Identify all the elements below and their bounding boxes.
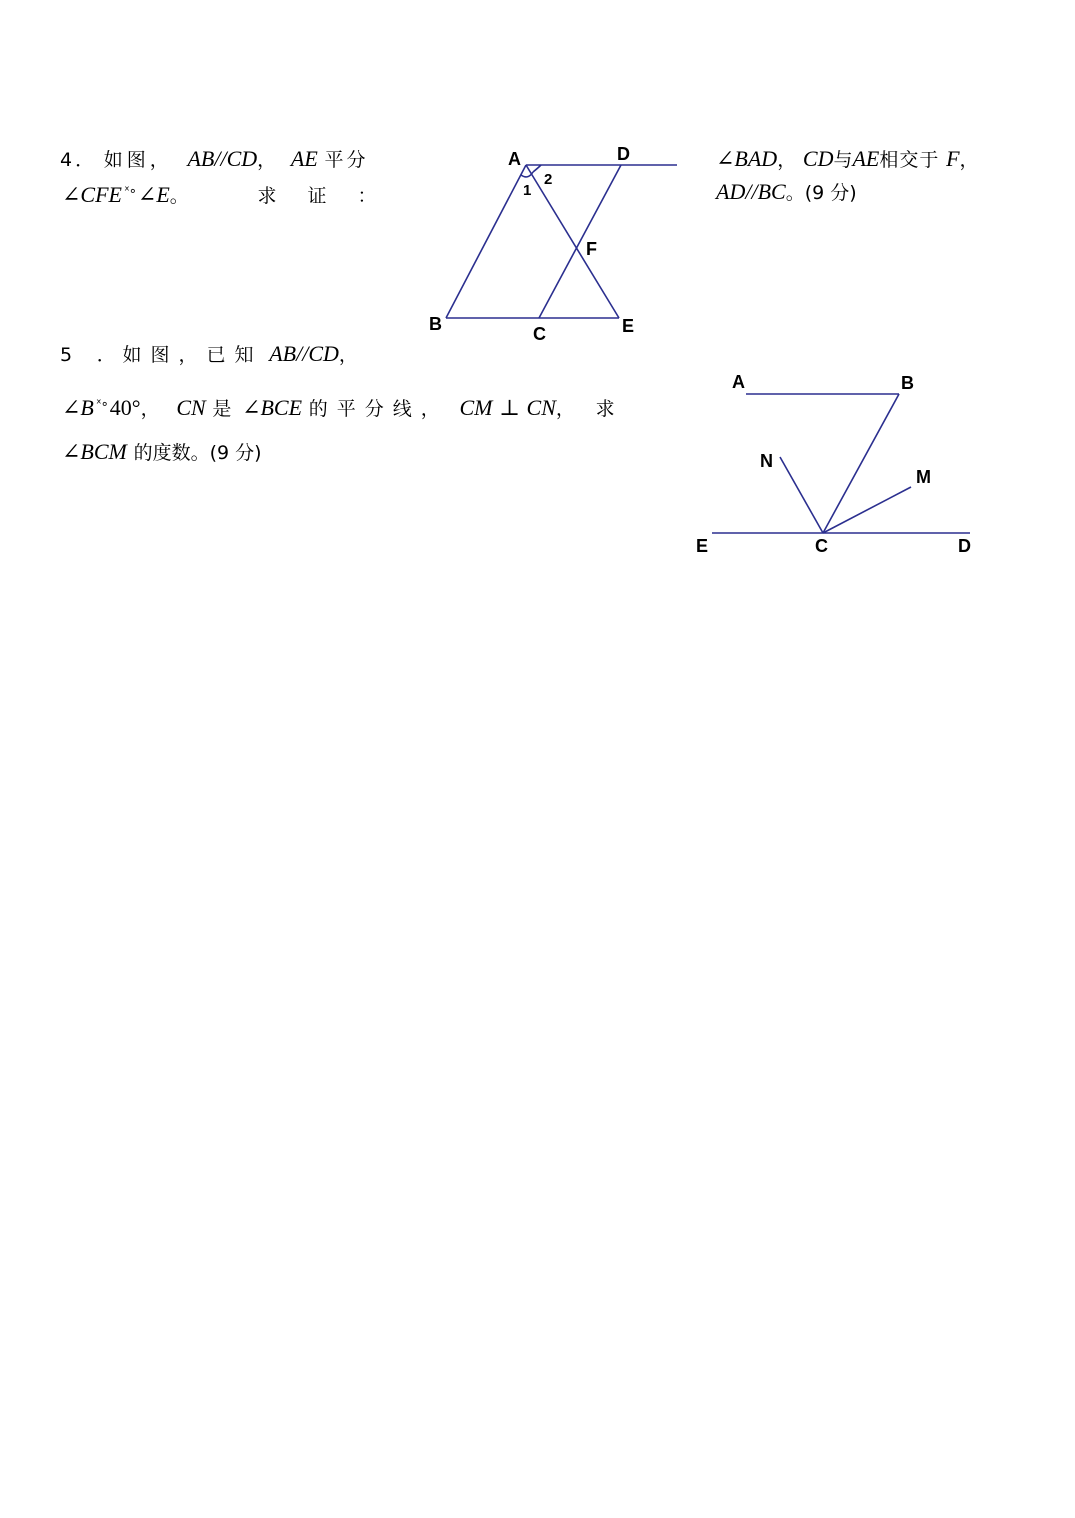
problem5-number: 5 (60, 344, 73, 366)
problem5-cn: CN (176, 395, 206, 420)
problem4-f: F (946, 146, 960, 171)
problem4-label-2: 2 (544, 171, 553, 188)
problem4-angle-bad: ∠BAD (716, 146, 778, 171)
problem5-parallel: // (296, 341, 309, 366)
problem5-find: 求 (595, 398, 615, 420)
problem5-ab: AB (269, 341, 297, 366)
problem4-intro: 如图， (103, 149, 173, 171)
problem5-angle-bcm: ∠BCM (62, 439, 127, 464)
problem5-comma1: ， (338, 344, 358, 366)
problem4-angle-e: ∠E (137, 182, 170, 207)
problem4-cd2: CD (802, 146, 834, 171)
problem4-intersect: 相交于 (879, 149, 940, 171)
problem4-ab: AB (187, 146, 215, 171)
problem4-period: 。 (169, 185, 189, 207)
problem4-comma: ， (257, 149, 277, 171)
problem4-conclusion-parallel: // (745, 179, 758, 204)
problem5-garbled-symbol: ˣ∘ (95, 397, 108, 412)
problem4-label-1: 1 (523, 182, 532, 199)
problem5-dot: ． (96, 344, 116, 366)
problem5-label-m: M (916, 467, 931, 487)
problem4-prove: 求 证 ： (257, 185, 383, 207)
problem4-garbled-symbol: ˣ∘ (123, 184, 136, 199)
problem5-figure (0, 0, 1075, 600)
problem4-ae2: AE (852, 146, 880, 171)
problem5-is: 是 (212, 398, 232, 420)
problem4-label-b: B (429, 314, 442, 334)
problem4-label-d: D (617, 144, 630, 164)
problem4-ae: AE (290, 146, 318, 171)
problem4-label-a: A (508, 149, 521, 169)
problem5-degree: 的度数。(9 分) (133, 442, 262, 464)
problem5-label-n: N (760, 451, 773, 471)
problem5-comma2: ， (140, 398, 160, 420)
problem4-cd: CD (226, 146, 258, 171)
problem5-angle-b: ∠B (62, 395, 94, 420)
problem5-value: 40° (109, 395, 141, 420)
problem5-perp: ⊥ (499, 395, 520, 420)
problem4-parallel: // (214, 146, 227, 171)
problem5-cm: CM (459, 395, 493, 420)
problem5-comma3: ， (555, 398, 575, 420)
problem5-label-e: E (696, 536, 709, 556)
problem5-angle-bce: ∠BCE (242, 395, 303, 420)
problem4-label-c: C (533, 324, 546, 344)
problem5-label-b: B (901, 373, 914, 393)
problem4-bisects: 平分 (324, 149, 369, 171)
problem5-cn2: CN (526, 395, 556, 420)
problem4-label-e: E (622, 316, 635, 336)
problem4-score: 。(9 分) (785, 182, 857, 204)
problem5-label-a: A (732, 372, 745, 392)
problem4-angle-cfe: ∠CFE (62, 182, 122, 207)
problem4-number: 4． (60, 149, 98, 171)
problem5-segment-bc (823, 394, 899, 533)
problem5-intro: 如图，已知 (122, 344, 263, 366)
problem4-label-f: F (586, 239, 597, 259)
problem5-label-d: D (958, 536, 971, 556)
problem5-cd: CD (308, 341, 339, 366)
problem4-conclusion-ad: AD (716, 179, 746, 204)
problem5-label-c: C (815, 536, 828, 556)
problem5-segment-nc (780, 457, 823, 533)
problem5-bisector: 的平分线， (308, 398, 449, 420)
problem4-comma2: ， (777, 149, 797, 171)
problem4-with: 与 (833, 149, 853, 171)
problem4-conclusion-bc: BC (757, 179, 786, 204)
problem4-comma3: ， (959, 149, 979, 171)
